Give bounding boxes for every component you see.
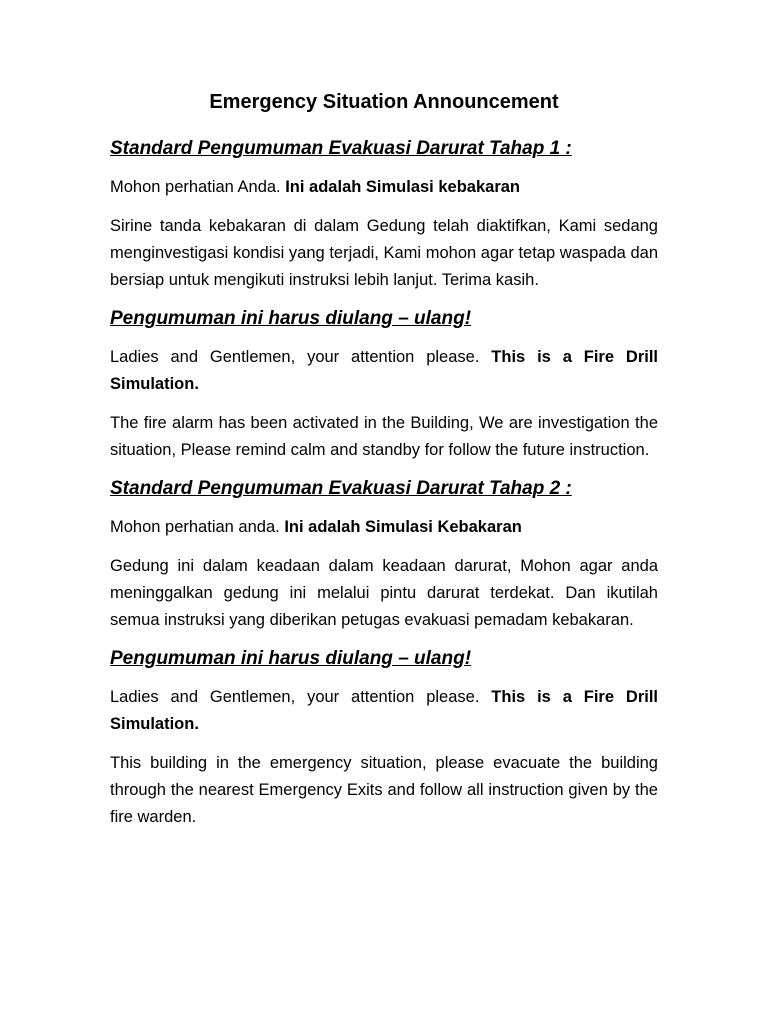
announcement-body: Sirine tanda kebakaran di dalam Gedung telah diaktifkan, Kami sedang menginvestigasi kondisi yang terjadi, Kami mohon agar tetap waspada dan bersiap untuk mengikuti instruksi lebih lanjut. Terima kasih.	[110, 217, 658, 289]
announcement-body: The fire alarm has been activated in the Building, We are investigation the situation, Please remind calm and standby for follow the future instruction.	[110, 414, 658, 459]
document-title: Emergency Situation Announcement	[209, 91, 559, 113]
attention-line	[110, 344, 658, 398]
attention-line	[110, 174, 658, 201]
section-heading-tahap-1: Standard Pengumuman Evakuasi Darurat Tahap 1 :	[110, 138, 572, 159]
document-page	[110, 88, 658, 843]
simulation-notice: This is a Fire Drill Simulation.	[110, 348, 658, 393]
announcement-body: Gedung ini dalam keadaan dalam keadaan darurat, Mohon agar anda meninggalkan gedung ini melalui pintu darurat terdekat. Dan ikutilah semua instruksi yang diberikan petugas evakuasi pemadam kebakaran.	[110, 557, 658, 629]
attention-text: Ladies and Gentlemen, your attention please.	[110, 348, 492, 366]
section-heading-tahap-2: Standard Pengumuman Evakuasi Darurat Tahap 2 :	[110, 478, 572, 499]
attention-text: Mohon perhatian Anda.	[110, 178, 286, 196]
attention-text: Ladies and Gentlemen, your attention please.	[110, 688, 492, 706]
attention-text: Mohon perhatian anda.	[110, 518, 285, 536]
simulation-notice: Ini adalah Simulasi kebakaran	[285, 178, 520, 196]
simulation-notice: This is a Fire Drill Simulation.	[110, 688, 658, 733]
attention-line	[110, 514, 658, 541]
simulation-notice: Ini adalah Simulasi Kebakaran	[284, 518, 522, 536]
attention-line	[110, 684, 658, 738]
section-heading-repeat: Pengumuman ini harus diulang – ulang!	[110, 648, 472, 669]
announcement-body: This building in the emergency situation, please evacuate the building through the nearest Emergency Exits and follow all instruction given by the fire warden.	[110, 754, 658, 826]
section-heading-repeat: Pengumuman ini harus diulang – ulang!	[110, 308, 472, 329]
